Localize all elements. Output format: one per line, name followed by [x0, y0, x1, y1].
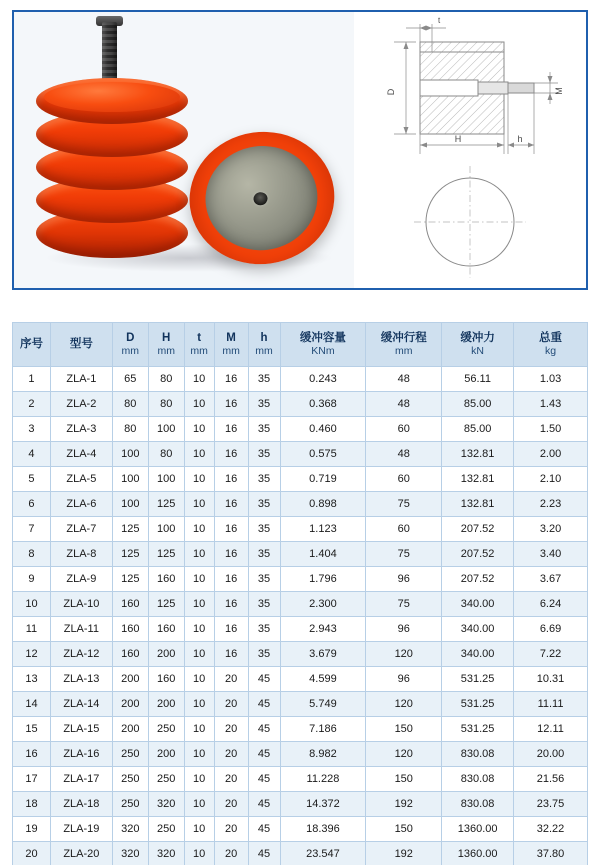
table-row — [13, 492, 588, 517]
cell-travel: 75 — [366, 542, 442, 567]
cell-h: 160 — [148, 667, 184, 692]
table-row — [13, 842, 588, 865]
cell-model: ZLA-4 — [50, 442, 112, 467]
cell-model: ZLA-13 — [50, 667, 112, 692]
cell-no: 9 — [13, 567, 51, 592]
cell-h: 200 — [148, 692, 184, 717]
cell-m: 16 — [214, 642, 248, 667]
cell-weight: 2.10 — [514, 467, 588, 492]
dim-label-h: h — [517, 134, 523, 144]
cell-hh: 45 — [248, 792, 280, 817]
cell-model: ZLA-7 — [50, 517, 112, 542]
th-force-unit: kN — [471, 344, 485, 357]
cell-h: 250 — [148, 717, 184, 742]
cell-d: 100 — [112, 442, 148, 467]
cell-model: ZLA-9 — [50, 567, 112, 592]
th-weight-unit: kg — [544, 344, 557, 357]
cell-capacity: 1.404 — [280, 542, 366, 567]
cell-no: 17 — [13, 767, 51, 792]
cell-hh: 45 — [248, 842, 280, 865]
spec-table — [12, 322, 588, 865]
cell-no: 5 — [13, 467, 51, 492]
table-row — [13, 717, 588, 742]
cell-travel: 60 — [366, 467, 442, 492]
stacked-buffer-object — [36, 78, 188, 258]
cell-travel: 120 — [366, 642, 442, 667]
cell-capacity: 3.679 — [280, 642, 366, 667]
cell-t: 10 — [184, 742, 214, 767]
dim-label-D: D — [386, 88, 396, 96]
cell-no: 8 — [13, 542, 51, 567]
cell-t: 10 — [184, 592, 214, 617]
cell-weight: 12.11 — [514, 717, 588, 742]
buffer-top-face — [44, 82, 180, 112]
table-row — [13, 692, 588, 717]
cell-h: 125 — [148, 492, 184, 517]
cell-travel: 75 — [366, 492, 442, 517]
cell-m: 20 — [214, 767, 248, 792]
cell-no: 12 — [13, 642, 51, 667]
th-model-title: 型号 — [69, 337, 93, 350]
cell-model: ZLA-15 — [50, 717, 112, 742]
th-h-unit: mm — [157, 344, 175, 357]
th-h-title: H — [162, 331, 171, 344]
cell-capacity: 1.123 — [280, 517, 366, 542]
cell-force: 830.08 — [442, 792, 514, 817]
cell-m: 20 — [214, 842, 248, 865]
th-t-title: t — [197, 331, 202, 344]
cell-no: 3 — [13, 417, 51, 442]
th-hh — [248, 323, 280, 367]
th-travel — [366, 323, 442, 367]
cell-hh: 35 — [248, 592, 280, 617]
cell-hh: 45 — [248, 742, 280, 767]
cell-weight: 37.80 — [514, 842, 588, 865]
cell-d: 250 — [112, 742, 148, 767]
cell-force: 1360.00 — [442, 842, 514, 865]
spec-table-head — [13, 323, 588, 367]
cell-m: 16 — [214, 392, 248, 417]
cell-m: 20 — [214, 742, 248, 767]
cell-model: ZLA-5 — [50, 467, 112, 492]
cell-d: 160 — [112, 592, 148, 617]
th-force-title: 缓冲力 — [460, 331, 495, 344]
cell-weight: 7.22 — [514, 642, 588, 667]
cell-travel: 192 — [366, 842, 442, 865]
cell-model: ZLA-17 — [50, 767, 112, 792]
cell-hh: 35 — [248, 642, 280, 667]
cell-m: 20 — [214, 717, 248, 742]
cell-t: 10 — [184, 767, 214, 792]
cell-t: 10 — [184, 817, 214, 842]
cell-m: 20 — [214, 692, 248, 717]
cell-travel: 60 — [366, 417, 442, 442]
cell-weight: 23.75 — [514, 792, 588, 817]
cell-weight: 20.00 — [514, 742, 588, 767]
cell-capacity: 2.943 — [280, 617, 366, 642]
cell-m: 16 — [214, 367, 248, 392]
cell-d: 200 — [112, 667, 148, 692]
cell-no: 16 — [13, 742, 51, 767]
cell-hh: 35 — [248, 467, 280, 492]
cell-t: 10 — [184, 792, 214, 817]
cell-t: 10 — [184, 367, 214, 392]
cell-model: ZLA-2 — [50, 392, 112, 417]
cell-m: 16 — [214, 442, 248, 467]
product-image-panel — [12, 10, 588, 290]
cell-m: 16 — [214, 492, 248, 517]
table-row — [13, 592, 588, 617]
cell-no: 2 — [13, 392, 51, 417]
th-hh-unit: mm — [255, 344, 273, 357]
cell-hh: 45 — [248, 817, 280, 842]
cell-capacity: 0.460 — [280, 417, 366, 442]
cell-force: 85.00 — [442, 417, 514, 442]
th-m-title: M — [226, 331, 236, 344]
cell-weight: 10.31 — [514, 667, 588, 692]
cell-model: ZLA-11 — [50, 617, 112, 642]
cell-capacity: 0.719 — [280, 467, 366, 492]
table-row — [13, 392, 588, 417]
cell-travel: 96 — [366, 617, 442, 642]
cell-no: 10 — [13, 592, 51, 617]
cell-d: 80 — [112, 392, 148, 417]
cell-travel: 96 — [366, 667, 442, 692]
cell-m: 20 — [214, 817, 248, 842]
table-row — [13, 767, 588, 792]
cell-t: 10 — [184, 392, 214, 417]
cell-m: 16 — [214, 567, 248, 592]
th-weight — [514, 323, 588, 367]
cell-t: 10 — [184, 492, 214, 517]
cell-h: 250 — [148, 817, 184, 842]
cell-d: 125 — [112, 567, 148, 592]
th-force — [442, 323, 514, 367]
cell-capacity: 1.796 — [280, 567, 366, 592]
cell-force: 207.52 — [442, 567, 514, 592]
cell-weight: 3.20 — [514, 517, 588, 542]
cell-no: 19 — [13, 817, 51, 842]
cell-d: 160 — [112, 617, 148, 642]
th-m-unit: mm — [222, 344, 240, 357]
cell-h: 200 — [148, 742, 184, 767]
th-capacity-title: 缓冲容量 — [299, 331, 346, 344]
cell-h: 100 — [148, 467, 184, 492]
cell-weight: 21.56 — [514, 767, 588, 792]
th-capacity-unit: KNm — [311, 344, 335, 357]
header-row — [13, 323, 588, 367]
cell-t: 10 — [184, 517, 214, 542]
cell-model: ZLA-14 — [50, 692, 112, 717]
cell-d: 160 — [112, 642, 148, 667]
cell-capacity: 8.982 — [280, 742, 366, 767]
cell-capacity: 4.599 — [280, 667, 366, 692]
cell-h: 320 — [148, 842, 184, 865]
cell-model: ZLA-6 — [50, 492, 112, 517]
th-d-title: D — [126, 331, 135, 344]
cell-travel: 96 — [366, 567, 442, 592]
cell-t: 10 — [184, 717, 214, 742]
cell-force: 340.00 — [442, 642, 514, 667]
cell-force: 340.00 — [442, 617, 514, 642]
cell-h: 125 — [148, 592, 184, 617]
cell-no: 14 — [13, 692, 51, 717]
cell-d: 125 — [112, 542, 148, 567]
cell-h: 200 — [148, 642, 184, 667]
th-model — [50, 323, 112, 367]
cell-travel: 150 — [366, 767, 442, 792]
cell-m: 16 — [214, 542, 248, 567]
cell-hh: 45 — [248, 717, 280, 742]
cell-force: 207.52 — [442, 542, 514, 567]
cell-d: 80 — [112, 417, 148, 442]
cell-force: 85.00 — [442, 392, 514, 417]
cell-h: 125 — [148, 542, 184, 567]
spec-table-body — [13, 367, 588, 865]
cell-d: 200 — [112, 717, 148, 742]
th-no-title: 序号 — [19, 337, 43, 350]
table-row — [13, 667, 588, 692]
cell-model: ZLA-12 — [50, 642, 112, 667]
cell-h: 250 — [148, 767, 184, 792]
cell-force: 340.00 — [442, 592, 514, 617]
cell-h: 160 — [148, 567, 184, 592]
cell-hh: 35 — [248, 617, 280, 642]
cell-force: 531.25 — [442, 692, 514, 717]
th-capacity — [280, 323, 366, 367]
cell-m: 16 — [214, 467, 248, 492]
cell-weight: 6.69 — [514, 617, 588, 642]
cell-t: 10 — [184, 442, 214, 467]
cell-hh: 35 — [248, 392, 280, 417]
cell-d: 65 — [112, 367, 148, 392]
table-row — [13, 467, 588, 492]
cell-hh: 35 — [248, 367, 280, 392]
table-row — [13, 642, 588, 667]
cell-no: 18 — [13, 792, 51, 817]
cell-m: 16 — [214, 592, 248, 617]
table-row — [13, 442, 588, 467]
cell-weight: 1.50 — [514, 417, 588, 442]
cell-capacity: 11.228 — [280, 767, 366, 792]
cell-travel: 48 — [366, 367, 442, 392]
cell-no: 1 — [13, 367, 51, 392]
th-h — [148, 323, 184, 367]
buffer-disc-top — [36, 78, 188, 124]
cell-hh: 35 — [248, 542, 280, 567]
cell-weight: 3.40 — [514, 542, 588, 567]
th-d-unit: mm — [121, 344, 140, 357]
cell-model: ZLA-3 — [50, 417, 112, 442]
cell-force: 132.81 — [442, 492, 514, 517]
cell-hh: 35 — [248, 567, 280, 592]
table-row — [13, 792, 588, 817]
cell-weight: 11.11 — [514, 692, 588, 717]
cell-force: 132.81 — [442, 442, 514, 467]
table-row — [13, 817, 588, 842]
cell-weight: 1.03 — [514, 367, 588, 392]
th-t — [184, 323, 214, 367]
cell-travel: 60 — [366, 517, 442, 542]
cell-d: 250 — [112, 792, 148, 817]
cell-capacity: 0.368 — [280, 392, 366, 417]
table-row — [13, 517, 588, 542]
cell-no: 20 — [13, 842, 51, 865]
cell-h: 320 — [148, 792, 184, 817]
cell-model: ZLA-8 — [50, 542, 112, 567]
cell-h: 100 — [148, 517, 184, 542]
cell-hh: 45 — [248, 767, 280, 792]
cell-t: 10 — [184, 617, 214, 642]
cell-model: ZLA-1 — [50, 367, 112, 392]
th-travel-unit: mm — [395, 344, 413, 357]
cell-weight: 2.00 — [514, 442, 588, 467]
cell-t: 10 — [184, 692, 214, 717]
cell-m: 16 — [214, 417, 248, 442]
th-d — [112, 323, 148, 367]
cell-m: 16 — [214, 617, 248, 642]
cell-capacity: 0.243 — [280, 367, 366, 392]
cell-no: 13 — [13, 667, 51, 692]
th-weight-title: 总重 — [539, 331, 563, 344]
cell-force: 830.08 — [442, 742, 514, 767]
dim-label-t: t — [438, 16, 441, 25]
cell-model: ZLA-20 — [50, 842, 112, 865]
cell-d: 125 — [112, 517, 148, 542]
tilted-buffer-object — [181, 123, 344, 282]
th-travel-title: 缓冲行程 — [380, 331, 427, 344]
cell-model: ZLA-18 — [50, 792, 112, 817]
cell-force: 132.81 — [442, 467, 514, 492]
cell-force: 830.08 — [442, 767, 514, 792]
cell-t: 10 — [184, 417, 214, 442]
cell-m: 20 — [214, 667, 248, 692]
cell-force: 207.52 — [442, 517, 514, 542]
cell-capacity: 14.372 — [280, 792, 366, 817]
cell-force: 56.11 — [442, 367, 514, 392]
cell-force: 1360.00 — [442, 817, 514, 842]
cell-force: 531.25 — [442, 667, 514, 692]
cell-t: 10 — [184, 467, 214, 492]
cell-t: 10 — [184, 567, 214, 592]
cell-capacity: 18.396 — [280, 817, 366, 842]
cell-capacity: 7.186 — [280, 717, 366, 742]
cell-capacity: 2.300 — [280, 592, 366, 617]
table-row — [13, 542, 588, 567]
cell-h: 160 — [148, 617, 184, 642]
cell-weight: 2.23 — [514, 492, 588, 517]
cell-m: 20 — [214, 792, 248, 817]
cell-hh: 45 — [248, 667, 280, 692]
cell-travel: 48 — [366, 392, 442, 417]
cell-m: 16 — [214, 517, 248, 542]
cell-t: 10 — [184, 667, 214, 692]
cell-weight: 32.22 — [514, 817, 588, 842]
cell-travel: 75 — [366, 592, 442, 617]
cell-force: 531.25 — [442, 717, 514, 742]
cell-no: 15 — [13, 717, 51, 742]
cell-d: 250 — [112, 767, 148, 792]
cell-hh: 35 — [248, 417, 280, 442]
cell-capacity: 0.575 — [280, 442, 366, 467]
table-row — [13, 617, 588, 642]
cell-d: 320 — [112, 842, 148, 865]
cell-no: 4 — [13, 442, 51, 467]
cell-travel: 150 — [366, 817, 442, 842]
cell-t: 10 — [184, 842, 214, 865]
cell-model: ZLA-19 — [50, 817, 112, 842]
cell-capacity: 5.749 — [280, 692, 366, 717]
cell-t: 10 — [184, 642, 214, 667]
dim-label-H: H — [454, 134, 462, 144]
table-row — [13, 742, 588, 767]
cell-hh: 35 — [248, 492, 280, 517]
cell-model: ZLA-10 — [50, 592, 112, 617]
cell-d: 100 — [112, 492, 148, 517]
drawing-svg — [354, 12, 586, 288]
cell-travel: 150 — [366, 717, 442, 742]
cell-h: 80 — [148, 442, 184, 467]
cell-capacity: 23.547 — [280, 842, 366, 865]
cell-capacity: 0.898 — [280, 492, 366, 517]
cell-d: 200 — [112, 692, 148, 717]
cell-model: ZLA-16 — [50, 742, 112, 767]
table-row — [13, 367, 588, 392]
cell-weight: 3.67 — [514, 567, 588, 592]
cell-d: 100 — [112, 467, 148, 492]
cell-no: 6 — [13, 492, 51, 517]
cell-weight: 1.43 — [514, 392, 588, 417]
table-row — [13, 567, 588, 592]
th-no — [13, 323, 51, 367]
cell-d: 320 — [112, 817, 148, 842]
dim-label-M: M — [554, 87, 564, 95]
th-m — [214, 323, 248, 367]
th-t-unit: mm — [190, 344, 208, 357]
product-photo — [14, 12, 354, 288]
th-hh-title: h — [260, 331, 268, 344]
cell-hh: 35 — [248, 517, 280, 542]
cell-travel: 48 — [366, 442, 442, 467]
cell-h: 100 — [148, 417, 184, 442]
table-row — [13, 417, 588, 442]
cell-h: 80 — [148, 367, 184, 392]
cell-weight: 6.24 — [514, 592, 588, 617]
spec-table-wrap — [12, 322, 588, 865]
cell-travel: 192 — [366, 792, 442, 817]
cell-t: 10 — [184, 542, 214, 567]
cell-travel: 120 — [366, 692, 442, 717]
cell-no: 7 — [13, 517, 51, 542]
cell-h: 80 — [148, 392, 184, 417]
threaded-stud — [102, 22, 117, 84]
technical-drawing — [354, 12, 586, 288]
cell-no: 11 — [13, 617, 51, 642]
cell-hh: 35 — [248, 442, 280, 467]
cell-travel: 120 — [366, 742, 442, 767]
cell-hh: 45 — [248, 692, 280, 717]
